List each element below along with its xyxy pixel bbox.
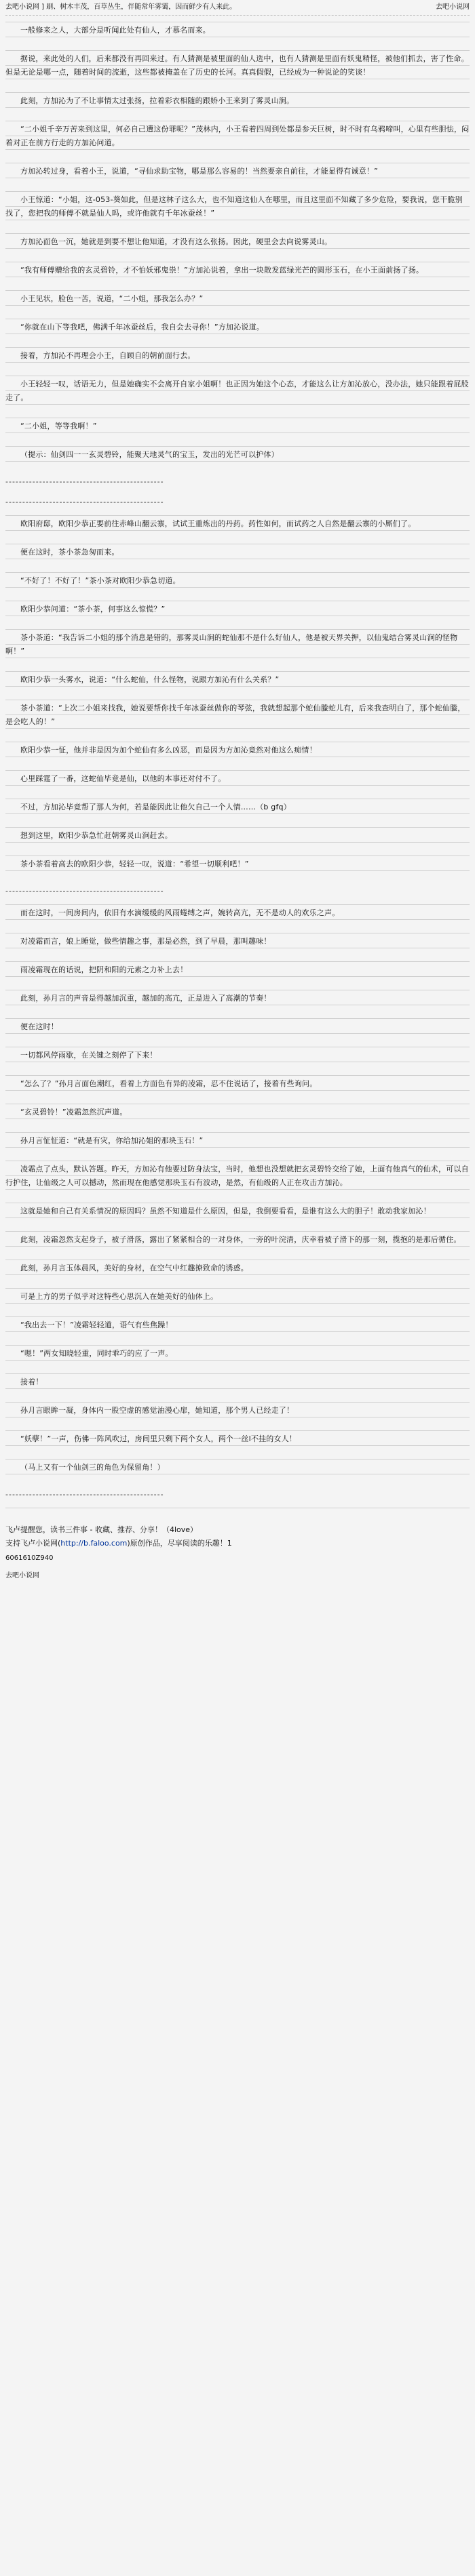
support-line (5, 1537, 470, 1550)
paragraph: 据说，来此处的人们，后来都没有再回来过。有人猜测是被里面的仙人选中，也有人猜测是里面有妖鬼精怪，被他们抓去，害了性命。但是无论是哪一点，随着时间的流逝，这些都被掩盖在了历史的长河。真真假假，已经成为一种说论的笑谈！ (5, 44, 470, 86)
paragraph: 接着，方加沁不再理会小王，自顾自的朝前面行去。 (5, 341, 470, 369)
paragraph: 小王轻轻一叹，话语无力，但是她确实不会离开自家小姐啊！也正因为她这个心态，才能这么让方加沁放心，没办法，她只能跟着屁股走了。 (5, 369, 470, 411)
paragraph: 此刻，凌霜忽然支起身子，被子滑落，露出了紧紧相合的一对身体，一旁的叶浣清，庆幸看被子滑下的那一刻，揽抱的是那后循住。 (5, 1225, 470, 1253)
paragraph: “我有师傅赠给我的玄灵碧铃，才不怕妖邪鬼祟！”方加沁说着，拿出一块散发蓝绿光芒的圆形玉石，在小王面前扬了扬。 (5, 256, 470, 284)
paragraph: 小王惊道：“小姐，这-053-葵如此，但是这林子这么大，也不知道这仙人在哪里，而且这里面不知藏了多少危险，要我说，您干脆别找了，您把我的师傅不就是仙人吗，或许他就有千年冰蚕丝！” (5, 185, 470, 227)
paragraph: 心里踩霆了一番，这蛇仙毕竟是仙，以他的本事还对付不了。 (5, 764, 470, 792)
paragraph: （提示：仙剑四一一玄灵碧铃，能聚天地灵气的宝玉，发出的光芒可以护体） (5, 440, 470, 468)
paragraph: 欧阳少恭一怔，他并非是因为加个蛇仙有多么凶恶，而是因为方加沁竟然对他这么痴情！ (5, 736, 470, 764)
paragraph: 孙月言眼眸一凝，身体内一股空虚的感觉油漫心扉，她知道，那个男人已经走了！ (5, 1396, 470, 1424)
paragraph: 欧阳少恭一头雾水，说道：“什么蛇仙，什么怪物，说跟方加沁有什么关系？” (5, 665, 470, 693)
paragraph: 此刻，方加沁为了不让事情太过张扬，拉着彩衣相随的跟娇小王来到了雾灵山涧。 (5, 86, 470, 115)
page-header (5, 0, 470, 15)
paragraph: 不过，方加沁毕竟帮了那人为何，若是能因此让他欠自己一个人情……（b gfq） (5, 792, 470, 821)
chapter-body (5, 16, 470, 1516)
paragraph: 便在这时，茶小茶急匆而来。 (5, 538, 470, 566)
paragraph: 一般修来之人，大部分是听闻此处有仙人，才慕名而来。 (5, 16, 470, 44)
paragraph: 小王见状，脸色一苦，说道，“二小姐，那我怎么办？” (5, 284, 470, 313)
paragraph: 可是上方的男子似乎对这特些心思沉入在她美好的仙体上。 (5, 1282, 470, 1310)
paragraph: “二小姐千辛万苦来到这里，何必自己遭这份罪呢？”茂林内，小王看着四周到处都是参天巨树，时不时有乌鸦啼叫，心里有些胆怯，闷着对正在前方行走的方加沁问道。 (5, 115, 470, 157)
paragraph: 方加沁转过身，看着小王，说道，“寻仙求助宝物，哪是那么容易的！当然要亲自前往，才能显得有诚意！” (5, 157, 470, 185)
paragraph: 孙月言怔怔道：“就是有灾，你给加沁姐的那块玉石！” (5, 1126, 470, 1154)
paragraph: 茶小茶看着高去的欧阳少恭，轻轻一叹，说道：“希望一切顺利吧！” (5, 849, 470, 878)
section-separator: ----------------------------------------------- (5, 477, 164, 486)
header-source-text: 去吧小说网 ] 刷、树木丰茂，百草丛生，伴随常年雾霭，因而鲜少有人来此。 (5, 3, 237, 11)
footer-site-name: 去吧小说网 (5, 1572, 39, 1579)
paragraph: 此刻，孙月言的声音是得越加沉重，越加的高亢，正是进入了高潮的节奏！ (5, 984, 470, 1012)
paragraph: “怎么了？”孙月言面色潮红，看着上方面色有异的凌霜，忍不住说话了，接着有些询问。 (5, 1069, 470, 1098)
paragraph: 对凌霜而言，娘上睡觉，做些情趣之事，那是必然，到了早晨，那叫趣味！ (5, 927, 470, 955)
faloo-link[interactable]: http://b.faloo.com (60, 1539, 128, 1548)
section-separator: ----------------------------------------------- (5, 498, 164, 506)
paragraph: “妖孽！”一声，伤佛一阵风吹过，房间里只剩下两个女人，两个一丝l不挂的女人！ (5, 1424, 470, 1453)
paragraph: 茶小茶道：“上次二小姐来找我，她说要帮你找千年冰蚕丝做你的琴弦，我就想起那个蛇仙螣蛇儿有，后来我查明白了，那个蛇仙螣，是会吃人的！” (5, 693, 470, 736)
paragraph (5, 1502, 470, 1516)
promo-text: 飞卢提醒您，读书三件事 - 收藏、推荐、分享！（4love） (5, 1525, 198, 1534)
paragraph: 雨凌霜现在的话说，把阴和阳的元素之力补上去！ (5, 955, 470, 984)
paragraph: 方加沁面色一沉，她就是到要不想让他知道，才没有这么张扬。因此，硬里会去向说雾灵山。 (5, 227, 470, 256)
paragraph: 想到这里，欧阳少恭急忙赶朝雾灵山涧赶去。 (5, 821, 470, 849)
support-prefix: 支持飞卢小说网( (5, 1539, 61, 1548)
paragraph: “玄灵碧铃！”凌霜忽然沉声道。 (5, 1098, 470, 1126)
paragraph: 欧阳少恭问道：“茶小茶，何事这么惊慌？” (5, 595, 470, 623)
paragraph: 此刻，孙月言玉体晨风，美好的身材，在空气中红趣撩致命的诱惑。 (5, 1253, 470, 1282)
paragraph: 接着！ (5, 1367, 470, 1396)
paragraph: “二小姐，等等我啊！” (5, 411, 470, 440)
paragraph: 欧阳府邸，欧阳少恭正要前往赤峰山翻云寨，试试王重炼出的丹药。药性如何，而试药之人自然是翻云寨的小厮们了。 (5, 509, 470, 538)
paragraph: “嗯！”两女知晓轻重，同时乖巧的应了一声。 (5, 1339, 470, 1367)
paragraph: 这就是她和自己有关系情况的原因吗？虽然不知道是什么原因，但是，我倒要看看，是谁有这么大的胆子！敢动我家加沁！ (5, 1196, 470, 1225)
paragraph: 便在这时！ (5, 1012, 470, 1041)
site-name: 去吧小说网 (436, 3, 470, 11)
paragraph: 茶小茶道：“我告诉二小姐的那个消息是错的，那雾灵山涧的蛇仙那不是什么好仙人，他是被天界关押，以仙鬼结合雾灵山涧的怪物啊！” (5, 623, 470, 665)
footer-id: 6061610Z940 (5, 1554, 54, 1562)
paragraph: 一切都风停雨歇，在关键之刻停了下来！ (5, 1041, 470, 1069)
chapter-footer (5, 1516, 470, 1583)
paragraph: “不好了！不好了！”茶小茶对欧阳少恭急切道。 (5, 566, 470, 595)
paragraph: （马上又有一个仙剑三的角色为保留角！） (5, 1453, 470, 1481)
paragraph: “我出去一下！”凌霜轻轻道，语气有些焦躁！ (5, 1310, 470, 1339)
section-separator: ----------------------------------------------- (5, 887, 164, 895)
paragraph: “你就在山下等我吧，佛满千年冰蚕丝后，我自会去寻你！”方加沁说道。 (5, 313, 470, 341)
paragraph: 而在这时，一间房间内，依旧有水滴缓缓的风雨蜷缚之声，婉转高亢，无不是动人的欢乐之声。 (5, 898, 470, 927)
paragraph: 凌霜点了点头，默认答题。昨天，方加沁有他要过防身法宝，当时，他想也没想就把玄灵碧铃交给了她，上面有他真气的仙术，可以自行护住，让仙级之人可以撼动，然而现在他感觉那块玉石有波动，是然，有仙级的人正在攻击方加沁。 (5, 1154, 470, 1196)
section-separator: ----------------------------------------------- (5, 1490, 164, 1499)
support-suffix: )原创作品，尽享阅读的乐趣！1 (127, 1539, 232, 1548)
